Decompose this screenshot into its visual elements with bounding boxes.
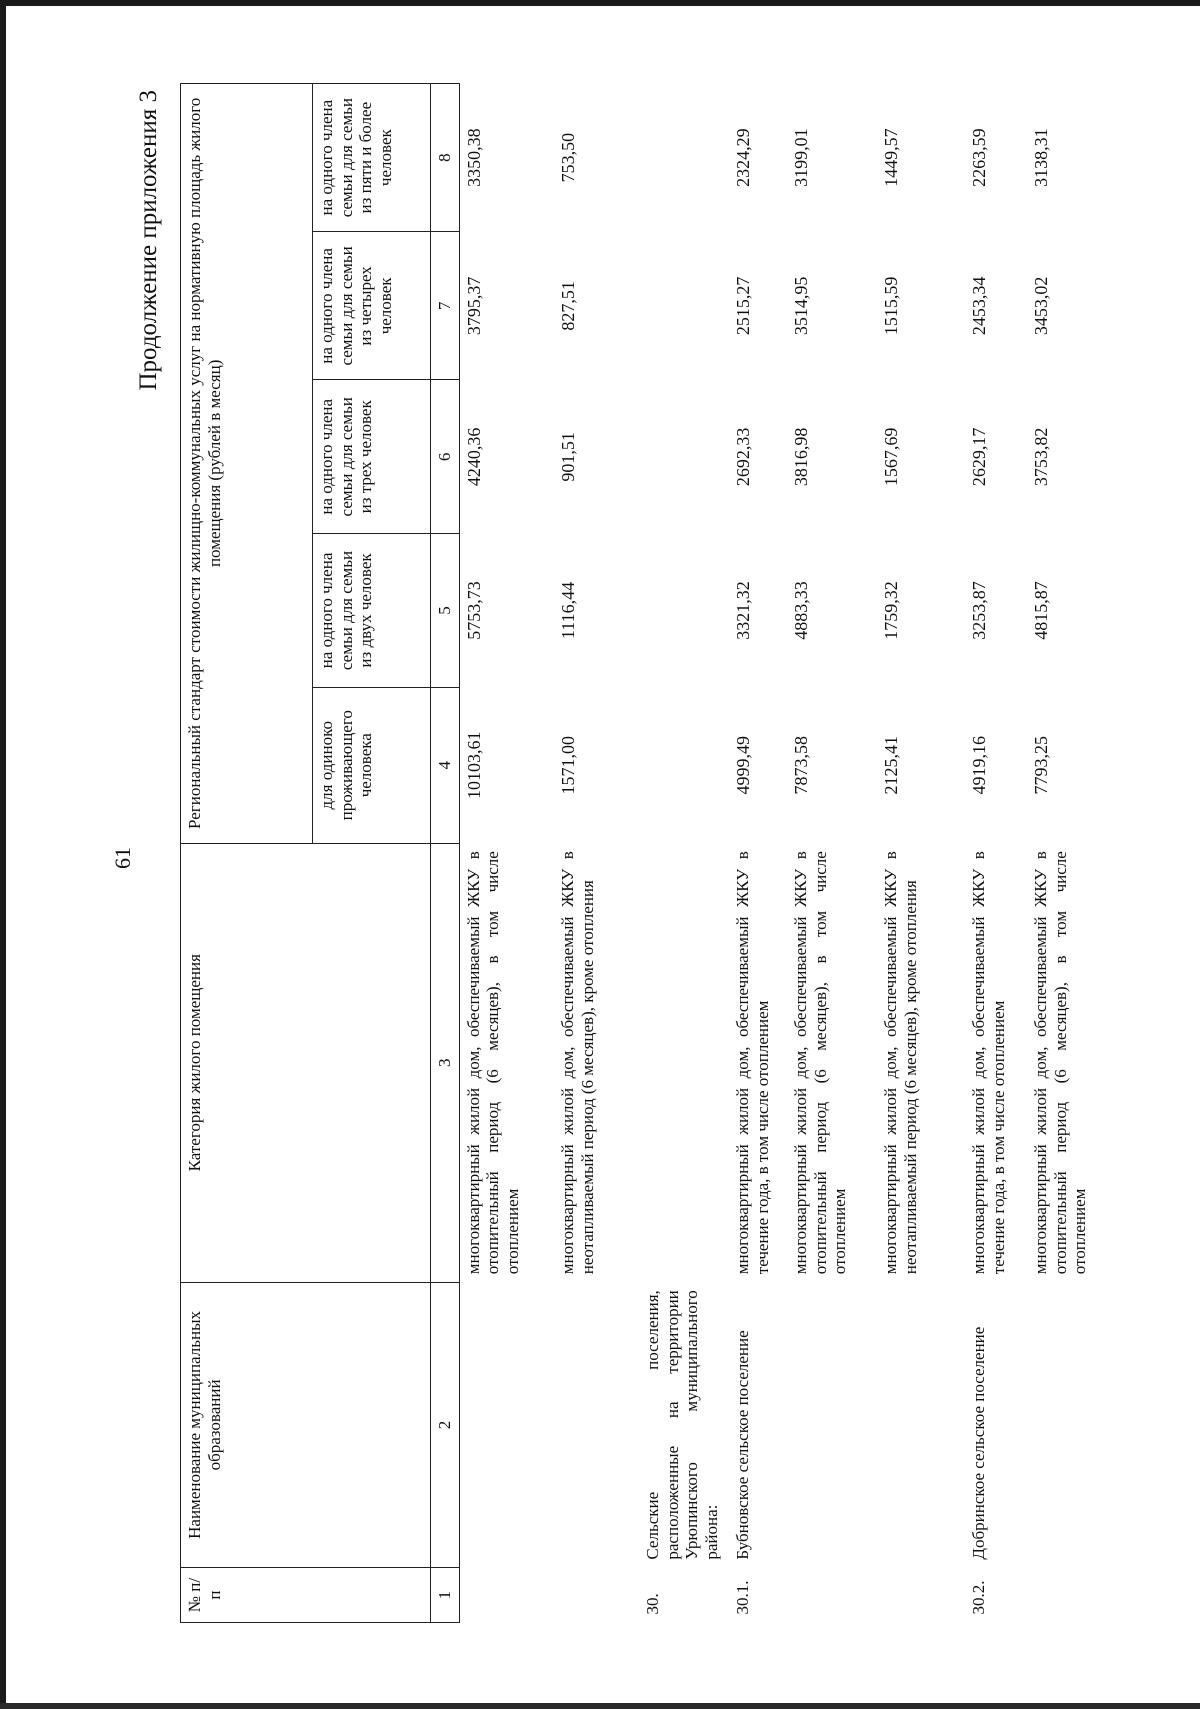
row-category: многоквартирный жилой дом, обеспечиваемый ЖКУ в неотапливаемый период (6 месяцев), кроме отопления	[558, 851, 597, 1275]
table-row	[459, 84, 554, 1623]
cell-two: 3253,87	[969, 581, 990, 640]
column-number-6: 6	[431, 380, 460, 534]
table-row	[1027, 84, 1117, 1623]
cell-four: 2453,34	[969, 276, 990, 336]
row-municipality	[1027, 1282, 1117, 1567]
row-municipality: Бубновское сельское поселение	[733, 1330, 753, 1560]
header-sub-three: на одного члена семьи для семьи из трех человек	[313, 380, 431, 534]
table-row	[554, 84, 639, 1623]
cell-four	[639, 232, 729, 380]
cell-two: 4815,87	[1031, 581, 1052, 640]
row-municipality: Добринское сельское поселение	[969, 1326, 989, 1560]
table-row	[639, 84, 729, 1623]
row-number: 30.	[643, 1593, 663, 1615]
row-number: 30.1.	[733, 1580, 753, 1615]
row-category: многоквартирный жилой дом, обеспечиваемый ЖКУ в течение года, в том числе отоплением	[969, 851, 1008, 1275]
cell-five: 2324,29	[733, 128, 754, 187]
row-category: многоквартирный жилой дом, обеспечиваемый ЖКУ в неотапливаемый период (6 месяцев), кроме отопления	[881, 851, 920, 1275]
appendix-title: Продолжение приложения 3	[135, 90, 162, 391]
row-municipality: Сельские поселения, расположенные на территории Урюпинского муниципального района:	[643, 1290, 721, 1560]
cell-single: 1571,00	[558, 736, 579, 795]
cell-five: 3350,38	[463, 128, 484, 187]
cell-single: 4999,49	[733, 736, 754, 795]
row-number	[877, 1568, 965, 1623]
cell-single: 4919,16	[969, 736, 990, 795]
row-number: 30.2.	[969, 1580, 989, 1615]
row-category: многоквартирный жилой дом, обеспечиваемый ЖКУ в отопительный период (6 месяцев), в том числе отоплением	[1031, 851, 1090, 1275]
cell-three: 2692,33	[733, 427, 754, 487]
row-number	[1027, 1568, 1117, 1623]
row-municipality	[877, 1282, 965, 1567]
cell-three: 901,51	[558, 432, 579, 482]
column-number-row	[431, 84, 460, 1623]
cell-single: 7873,58	[791, 736, 812, 795]
column-number-7: 7	[431, 232, 460, 380]
header-standard-group: Региональный стандарт стоимости жилищно-коммунальных услуг на нормативную площадь жилого помещения (рублей в месяц)	[181, 84, 313, 844]
housing-standard-table	[180, 83, 1117, 1623]
table-row	[877, 84, 965, 1623]
header-col-category: Категория жилого помещения	[181, 843, 431, 1282]
cell-three: 4240,36	[463, 427, 484, 487]
header-col-no: № п/п	[181, 1568, 431, 1623]
header-sub-four: на одного члена семьи для семьи из четырех человек	[313, 232, 431, 380]
cell-single: 7793,25	[1031, 736, 1052, 795]
cell-two: 4883,33	[791, 581, 812, 640]
page-number: 61	[110, 847, 135, 869]
row-number	[554, 1568, 639, 1623]
cell-two: 5753,73	[463, 581, 484, 640]
cell-five: 1449,57	[881, 128, 902, 187]
cell-four: 3514,95	[791, 276, 812, 336]
header-sub-single: для одиноко проживающего человека	[313, 687, 431, 843]
cell-four: 827,51	[558, 281, 579, 331]
row-municipality	[554, 1282, 639, 1567]
cell-five: 3138,31	[1031, 128, 1052, 187]
cell-single: 10103,61	[463, 731, 484, 799]
cell-three: 3753,82	[1031, 427, 1052, 487]
cell-five: 2263,59	[969, 128, 990, 187]
column-number-2: 2	[431, 1282, 460, 1567]
cell-three	[639, 380, 729, 534]
cell-four: 1515,59	[881, 276, 902, 336]
cell-two: 3321,32	[733, 581, 754, 640]
cell-single: 2125,41	[881, 736, 902, 795]
cell-four: 3453,02	[1031, 276, 1052, 336]
row-number	[787, 1568, 877, 1623]
row-number	[459, 1568, 554, 1623]
cell-two	[639, 534, 729, 688]
column-number-4: 4	[431, 687, 460, 843]
column-number-5: 5	[431, 534, 460, 688]
cell-two: 1759,32	[881, 581, 902, 640]
column-number-1: 1	[431, 1568, 460, 1623]
row-category: многоквартирный жилой дом, обеспечиваемый ЖКУ в течение года, в том числе отоплением	[733, 851, 772, 1275]
table-header-row-top	[181, 84, 313, 1623]
header-sub-five: на одного члена семьи для семьи из пяти и более человек	[313, 84, 431, 232]
cell-five	[639, 84, 729, 232]
row-category: многоквартирный жилой дом, обеспечиваемый ЖКУ в отопительный период (6 месяцев), в том числе отоплением	[463, 851, 522, 1275]
header-col-name: Наименование муниципальных образований	[181, 1282, 431, 1567]
row-municipality	[459, 1282, 554, 1567]
header-sub-two: на одного члена семьи для семьи из двух человек	[313, 534, 431, 688]
column-number-3: 3	[431, 843, 460, 1282]
cell-three: 3816,98	[791, 427, 812, 487]
row-category: многоквартирный жилой дом, обеспечиваемый ЖКУ в отопительный период (6 месяцев), в том числе отоплением	[791, 851, 850, 1275]
table-row	[729, 84, 787, 1623]
table-row	[965, 84, 1027, 1623]
cell-four: 3795,37	[463, 276, 484, 336]
cell-four: 2515,27	[733, 276, 754, 336]
cell-three: 1567,69	[881, 427, 902, 487]
row-category	[639, 843, 729, 1282]
cell-five: 753,50	[558, 132, 579, 183]
cell-five: 3199,01	[791, 128, 812, 187]
row-municipality	[787, 1282, 877, 1567]
cell-two: 1116,44	[558, 581, 579, 640]
column-number-8: 8	[431, 84, 460, 232]
cell-three: 2629,17	[969, 427, 990, 487]
table-row	[787, 84, 877, 1623]
cell-single	[639, 687, 729, 843]
